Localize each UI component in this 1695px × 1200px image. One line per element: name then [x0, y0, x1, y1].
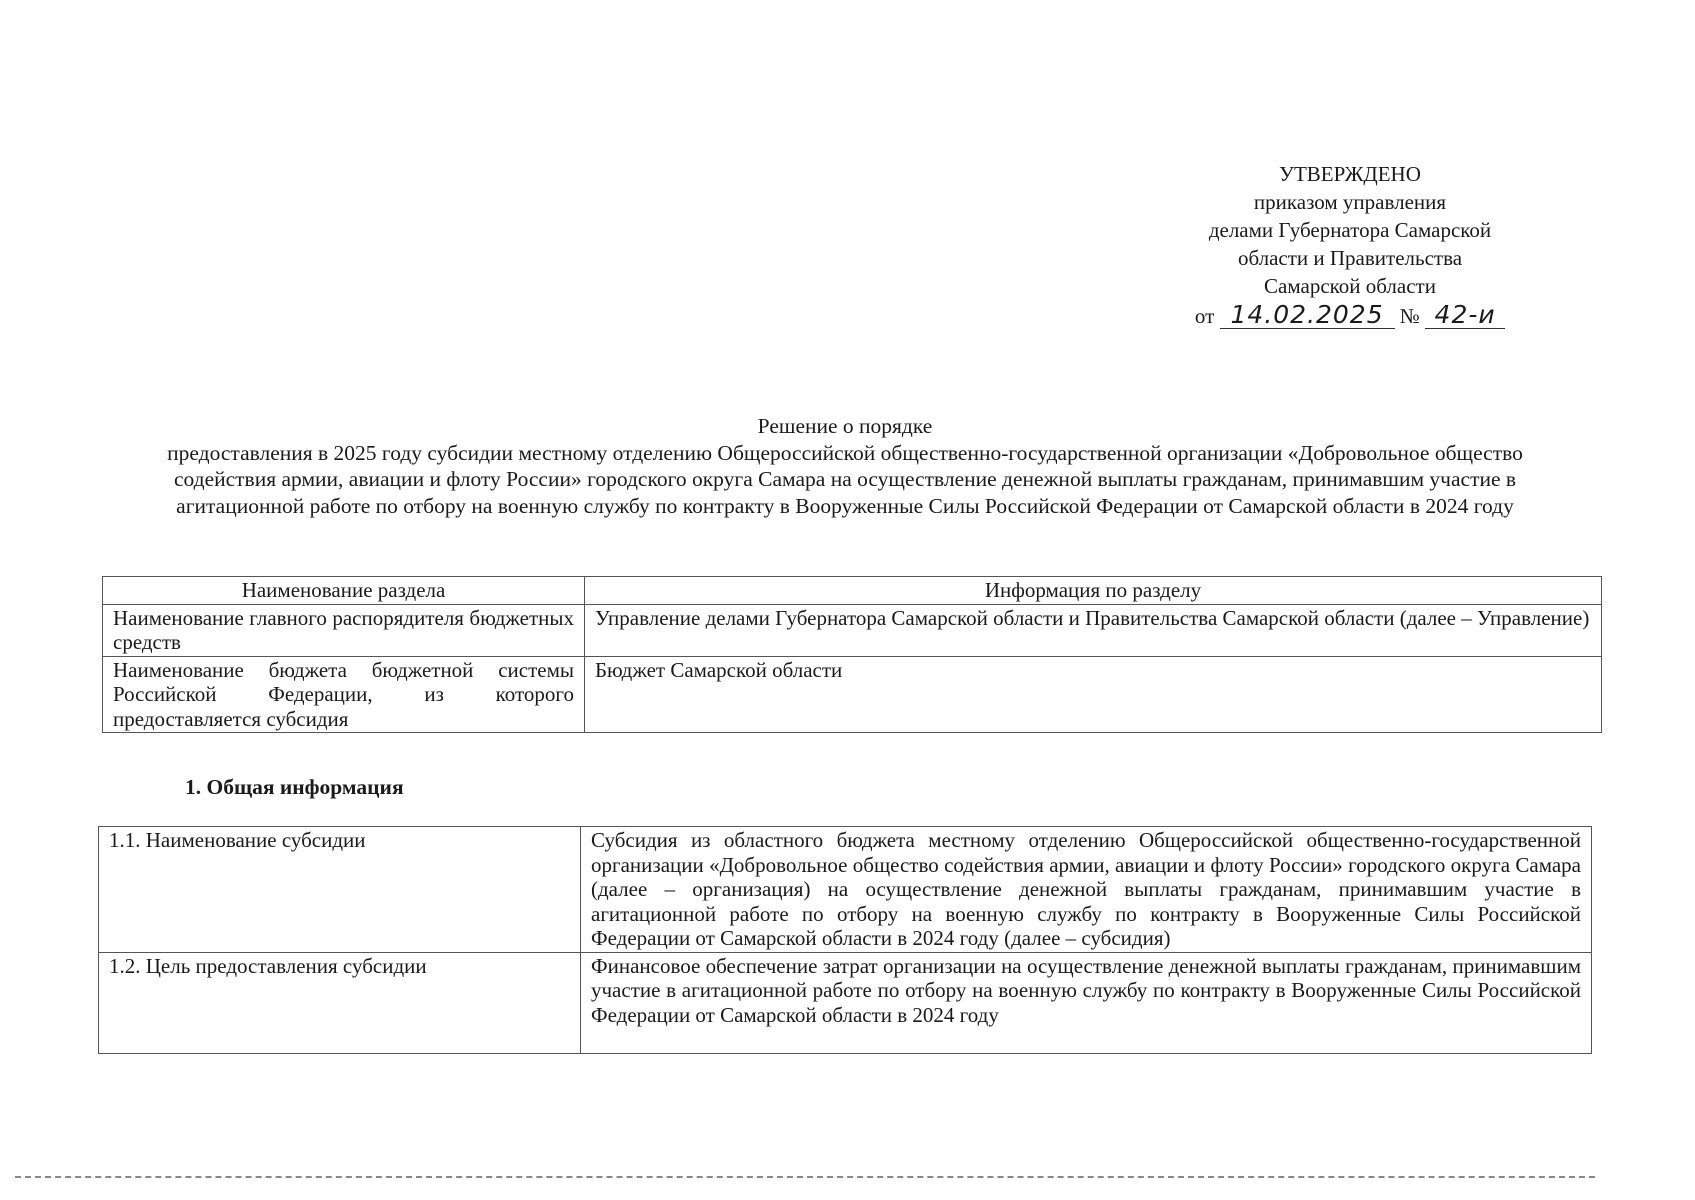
row-label: Наименование главного распорядителя бюджетных средств: [103, 604, 585, 656]
row-label: Наименование бюджета бюджетной системы Российской Федерации, из которого предоставляется субсидия: [103, 656, 585, 733]
handwritten-number: 42-и: [1425, 302, 1505, 329]
approval-stamp: [1150, 160, 1550, 330]
from-label: от: [1194, 304, 1215, 328]
approval-date-line: [1150, 302, 1550, 330]
approval-authority-line1: делами Губернатора Самарской: [1208, 218, 1492, 242]
row-label: 1.2. Цель предоставления субсидии: [99, 952, 581, 1053]
document-title: [120, 413, 1570, 519]
number-label: №: [1399, 304, 1420, 328]
table-row: [99, 827, 1592, 953]
approval-order-line: приказом управления: [1253, 190, 1447, 214]
row-label: 1.1. Наименование субсидии: [99, 827, 581, 953]
row-value: Субсидия из областного бюджета местному отделению Общероссийской общественно-государственной организации «Добровольное общество содействия армии, авиации и флоту России» городского округа Самара (далее – организация) на осуществление денежной выплаты гражданам, принимавшим участие в агитационной работе по отбору на военную службу по контракту в Вооруженные Силы Российской Федерации от Самарской области в 2024 году (далее – субсидия): [581, 827, 1592, 953]
column-header-section: Наименование раздела: [103, 577, 585, 605]
section-title: 1. Общая информация: [185, 775, 404, 799]
column-header-info: Информация по разделу: [585, 577, 1602, 605]
scan-edge-line: [15, 1176, 1595, 1178]
general-info-table: [98, 826, 1592, 1054]
table-row: [99, 952, 1592, 1053]
title-heading: Решение о порядке: [757, 414, 933, 438]
title-body: предоставления в 2025 году субсидии местному отделению Общероссийской общественно-государственной организации «Добровольное общество содействия армии, авиации и флоту России» городского округа Самара на осуществление денежной выплаты гражданам, принимавшим участие в агитационной работе по отбору на военную службу по контракту в Вооруженные Силы Российской Федерации от Самарской области в 2024 году: [167, 440, 1523, 518]
row-value: Финансовое обеспечение затрат организации на осуществление денежной выплаты гражданам, принимавшим участие в агитационной работе по отбору на военную службу по контракту в Вооруженные Силы Российской Федерации от Самарской области в 2024 году: [581, 952, 1592, 1053]
row-value: Управление делами Губернатора Самарской области и Правительства Самарской области (далее – Управление): [585, 604, 1602, 656]
info-table: [102, 576, 1602, 733]
approval-title: УТВЕРЖДЕНО: [1279, 162, 1421, 186]
row-value: Бюджет Самарской области: [585, 656, 1602, 733]
table-row: [103, 604, 1602, 656]
table-row: [103, 656, 1602, 733]
table-header-row: [103, 577, 1602, 605]
handwritten-date: 14.02.2025: [1220, 302, 1395, 329]
approval-authority-line2: области и Правительства: [1237, 246, 1463, 270]
approval-authority-line3: Самарской области: [1264, 274, 1436, 298]
